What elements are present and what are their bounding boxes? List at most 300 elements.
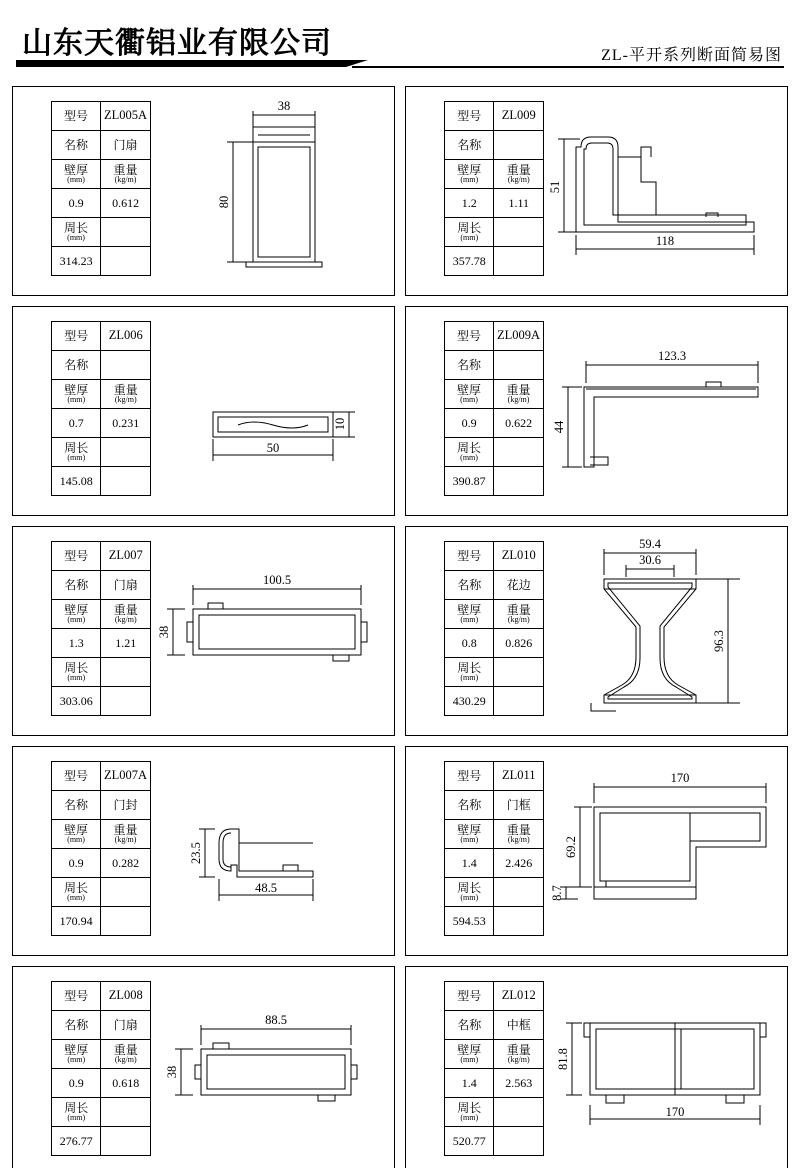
spacer-cell (101, 1127, 151, 1156)
value-perimeter: 303.06 (52, 687, 101, 716)
value-perimeter: 430.29 (445, 687, 494, 716)
label-model: 型号 (445, 102, 494, 131)
label-weight-text: 重量 (113, 602, 138, 617)
label-perimeter-text: 周长 (457, 440, 482, 455)
table-row (52, 102, 151, 131)
value-model: ZL006 (101, 322, 151, 351)
profile-drawing-zl009a (546, 307, 787, 515)
company-title: 山东天衢铝业有限公司 (22, 27, 332, 60)
dim-label: 10 (333, 417, 347, 431)
header-divider-thick (16, 60, 346, 67)
label-model: 型号 (52, 102, 101, 131)
label-weight (494, 600, 544, 629)
label-perimeter-unit: (mm) (67, 673, 86, 683)
value-wall: 0.9 (52, 849, 101, 878)
dim-label: 59.4 (639, 537, 661, 551)
label-perimeter-text: 周长 (64, 440, 89, 455)
value-wall: 0.9 (52, 189, 101, 218)
table-row (445, 1040, 544, 1069)
dim-label: 81.8 (556, 1048, 570, 1070)
spacer-cell (101, 467, 151, 496)
table-row (445, 687, 544, 716)
label-weight (494, 1040, 544, 1069)
label-perimeter (445, 1098, 494, 1127)
table-row (52, 1069, 151, 1098)
label-wall-unit: (mm) (67, 395, 86, 405)
table-row (445, 878, 544, 907)
table-row (445, 102, 544, 131)
label-perimeter (445, 438, 494, 467)
profile-cell-zl010 (405, 526, 788, 736)
table-row (52, 409, 151, 438)
table-row (445, 907, 544, 936)
label-weight (101, 1040, 151, 1069)
table-row (52, 542, 151, 571)
value-perimeter: 594.53 (445, 907, 494, 936)
value-wall: 0.9 (52, 1069, 101, 1098)
label-weight-unit: (kg/m) (507, 1055, 530, 1065)
value-perimeter: 357.78 (445, 247, 494, 276)
value-perimeter: 390.87 (445, 467, 494, 496)
label-perimeter (52, 878, 101, 907)
label-perimeter-text: 周长 (64, 660, 89, 675)
spacer-cell (494, 247, 544, 276)
value-name: 门扇 (101, 1011, 151, 1040)
table-row (52, 131, 151, 160)
label-weight (101, 160, 151, 189)
label-name: 名称 (52, 571, 101, 600)
value-name: 门扇 (101, 131, 151, 160)
grid-row (12, 86, 788, 296)
value-perimeter: 145.08 (52, 467, 101, 496)
label-wall-unit: (mm) (460, 615, 479, 625)
label-weight-unit: (kg/m) (114, 175, 137, 185)
profile-cell-zl009 (405, 86, 788, 296)
value-name: 门封 (101, 791, 151, 820)
label-weight-unit: (kg/m) (507, 175, 530, 185)
spacer-cell (101, 218, 151, 247)
label-model: 型号 (445, 762, 494, 791)
label-name: 名称 (445, 351, 494, 380)
grid-row (12, 746, 788, 956)
label-wall-text: 壁厚 (64, 602, 89, 617)
profile-cell-zl012 (405, 966, 788, 1168)
label-perimeter-unit: (mm) (67, 233, 85, 243)
label-weight (494, 820, 544, 849)
label-perimeter (445, 878, 494, 907)
table-row (445, 351, 544, 380)
label-wall (52, 1040, 101, 1069)
grid-row (12, 526, 788, 736)
value-wall: 1.4 (445, 1069, 494, 1098)
label-wall (445, 600, 494, 629)
value-name (494, 351, 544, 380)
table-row (52, 467, 151, 496)
profile-cell-zl009a (405, 306, 788, 516)
table-row (445, 247, 544, 276)
table-row (52, 1098, 151, 1127)
table-row (52, 322, 151, 351)
value-weight: 2.563 (494, 1069, 544, 1098)
value-weight: 0.282 (101, 849, 151, 878)
label-weight-text: 重量 (113, 382, 138, 397)
table-row (52, 849, 151, 878)
table-row (445, 571, 544, 600)
label-name: 名称 (52, 791, 101, 820)
table-row (445, 438, 544, 467)
dim-label: 96.3 (712, 630, 726, 652)
table-row (445, 1098, 544, 1127)
table-row (445, 820, 544, 849)
table-row (445, 762, 544, 791)
profile-cell-zl007 (12, 526, 395, 736)
table-row (52, 247, 151, 276)
value-wall: 1.3 (52, 629, 101, 658)
page-header (0, 0, 800, 78)
spacer-cell (494, 218, 544, 247)
value-weight: 0.231 (101, 409, 151, 438)
spec-table (444, 101, 544, 276)
table-row (52, 351, 151, 380)
spacer-cell (494, 1098, 544, 1127)
value-name: 门框 (494, 791, 544, 820)
label-wall-text: 壁厚 (457, 162, 482, 177)
table-row (52, 1011, 151, 1040)
label-perimeter-unit: (mm) (67, 1113, 86, 1123)
table-row (445, 658, 544, 687)
value-perimeter: 520.77 (445, 1127, 494, 1156)
label-perimeter-text: 周长 (64, 1100, 89, 1115)
table-row (52, 380, 151, 409)
label-wall-text: 壁厚 (457, 1042, 482, 1057)
value-weight: 1.21 (101, 629, 151, 658)
label-perimeter (445, 218, 494, 247)
spacer-cell (494, 878, 544, 907)
spacer-cell (494, 687, 544, 716)
dim-label: 80 (217, 195, 231, 209)
label-wall-unit: (mm) (67, 1055, 86, 1065)
label-wall (52, 380, 101, 409)
dim-label: 38 (277, 99, 291, 113)
spacer-cell (494, 467, 544, 496)
label-wall-unit: (mm) (67, 175, 85, 185)
grid-row (12, 306, 788, 516)
profile-cell-zl008 (12, 966, 395, 1168)
label-name: 名称 (52, 131, 101, 160)
label-wall (52, 160, 101, 189)
table-row (445, 409, 544, 438)
dim-label: 118 (655, 234, 675, 248)
table-row (52, 878, 151, 907)
spec-table (51, 981, 151, 1156)
profile-grid (12, 86, 788, 1168)
table-row (445, 982, 544, 1011)
spacer-cell (494, 658, 544, 687)
table-row (445, 160, 544, 189)
dim-label: 50 (266, 441, 280, 455)
label-name: 名称 (445, 791, 494, 820)
profile-drawing-zl005a (153, 87, 394, 295)
table-row (445, 600, 544, 629)
table-row (445, 1011, 544, 1040)
label-perimeter (52, 658, 101, 687)
value-name: 花边 (494, 571, 544, 600)
dim-label: 8.7 (550, 885, 564, 901)
label-name: 名称 (52, 351, 101, 380)
label-weight-unit: (kg/m) (114, 1055, 137, 1065)
label-weight (494, 160, 544, 189)
label-wall-text: 壁厚 (457, 602, 482, 617)
spec-table (51, 761, 151, 936)
table-row (52, 907, 151, 936)
header-divider-thin (352, 66, 784, 68)
label-weight (101, 820, 151, 849)
table-row (445, 849, 544, 878)
dim-label: 51 (548, 180, 562, 194)
value-wall: 1.4 (445, 849, 494, 878)
table-row (52, 600, 151, 629)
value-perimeter: 276.77 (52, 1127, 101, 1156)
table-row (445, 218, 544, 247)
spec-table (444, 761, 544, 936)
profile-drawing-zl007 (153, 527, 394, 735)
label-wall-text: 壁厚 (64, 822, 89, 837)
spacer-cell (494, 438, 544, 467)
label-wall (445, 160, 494, 189)
dim-label: 23.5 (189, 842, 203, 864)
label-perimeter (52, 1098, 101, 1127)
spacer-cell (101, 658, 151, 687)
label-weight-unit: (kg/m) (114, 835, 137, 845)
label-wall (52, 820, 101, 849)
label-weight-text: 重量 (113, 1042, 138, 1057)
value-weight: 0.618 (101, 1069, 151, 1098)
label-perimeter-text: 周长 (64, 220, 89, 235)
label-weight-text: 重量 (506, 822, 531, 837)
value-model: ZL007A (101, 762, 151, 791)
label-wall-unit: (mm) (460, 1055, 479, 1065)
value-weight: 0.622 (494, 409, 544, 438)
profile-drawing-zl006 (153, 307, 394, 515)
spacer-cell (494, 1127, 544, 1156)
table-row (445, 131, 544, 160)
value-perimeter: 170.94 (52, 907, 101, 936)
label-perimeter (52, 438, 101, 467)
value-model: ZL007 (101, 542, 151, 571)
label-wall-text: 壁厚 (64, 1042, 89, 1057)
profile-cell-zl011 (405, 746, 788, 956)
label-weight-unit: (kg/m) (507, 835, 530, 845)
value-name: 门扇 (101, 571, 151, 600)
value-model: ZL012 (494, 982, 544, 1011)
value-model: ZL008 (101, 982, 151, 1011)
value-wall: 0.8 (445, 629, 494, 658)
value-model: ZL009 (494, 102, 544, 131)
label-model: 型号 (445, 322, 494, 351)
label-wall-text: 壁厚 (457, 822, 482, 837)
label-perimeter (52, 218, 101, 247)
spec-table (444, 981, 544, 1156)
label-wall (52, 600, 101, 629)
label-perimeter (445, 658, 494, 687)
dim-label: 170 (670, 771, 690, 785)
table-row (445, 791, 544, 820)
value-name (101, 351, 151, 380)
dim-label: 123.3 (657, 349, 687, 363)
table-row (52, 218, 151, 247)
label-model: 型号 (52, 762, 101, 791)
spacer-cell (101, 907, 151, 936)
table-row (52, 629, 151, 658)
dim-label: 100.5 (262, 573, 292, 587)
label-name: 名称 (445, 1011, 494, 1040)
table-row (52, 189, 151, 218)
value-weight: 1.11 (494, 189, 544, 218)
label-weight-unit: (kg/m) (114, 395, 137, 405)
value-wall: 1.2 (445, 189, 494, 218)
spec-table (444, 321, 544, 496)
spec-table (51, 101, 151, 276)
label-wall (445, 1040, 494, 1069)
table-row (52, 438, 151, 467)
label-wall (445, 380, 494, 409)
label-model: 型号 (445, 542, 494, 571)
spacer-cell (101, 878, 151, 907)
table-row (52, 791, 151, 820)
label-perimeter-unit: (mm) (460, 1113, 479, 1123)
value-model: ZL009A (494, 322, 544, 351)
label-wall-unit: (mm) (460, 175, 479, 185)
label-perimeter-unit: (mm) (67, 893, 85, 903)
label-perimeter-text: 周长 (457, 220, 482, 235)
table-row (445, 629, 544, 658)
label-weight-unit: (kg/m) (507, 395, 530, 405)
label-weight (101, 600, 151, 629)
table-row (445, 1069, 544, 1098)
spacer-cell (101, 1098, 151, 1127)
value-name: 中框 (494, 1011, 544, 1040)
label-perimeter-unit: (mm) (67, 453, 86, 463)
table-row (52, 658, 151, 687)
label-wall-unit: (mm) (460, 835, 479, 845)
label-perimeter-text: 周长 (457, 660, 482, 675)
table-row (445, 189, 544, 218)
profile-cell-zl006 (12, 306, 395, 516)
table-row (445, 1127, 544, 1156)
dim-label: 88.5 (265, 1013, 287, 1027)
spec-table (51, 541, 151, 716)
label-name: 名称 (445, 131, 494, 160)
value-weight: 0.826 (494, 629, 544, 658)
label-perimeter-text: 周长 (457, 880, 482, 895)
label-perimeter-text: 周长 (457, 1100, 482, 1115)
profile-drawing-zl011 (546, 747, 787, 955)
value-wall: 0.7 (52, 409, 101, 438)
spacer-cell (494, 907, 544, 936)
profile-cell-zl007a (12, 746, 395, 956)
table-row (445, 380, 544, 409)
label-weight-text: 重量 (113, 162, 138, 177)
label-wall (445, 820, 494, 849)
table-row (52, 762, 151, 791)
table-row (445, 322, 544, 351)
label-wall-unit: (mm) (460, 395, 478, 405)
label-name: 名称 (52, 1011, 101, 1040)
label-weight (101, 380, 151, 409)
label-weight-text: 重量 (113, 822, 138, 837)
profile-drawing-zl007a (153, 747, 394, 955)
table-row (52, 1127, 151, 1156)
table-row (52, 571, 151, 600)
dim-label: 170 (665, 1105, 685, 1119)
label-name: 名称 (445, 571, 494, 600)
profile-cell-zl005a (12, 86, 395, 296)
label-weight-text: 重量 (506, 382, 531, 397)
label-wall-text: 壁厚 (457, 382, 482, 397)
table-row (52, 687, 151, 716)
label-model: 型号 (52, 982, 101, 1011)
label-wall-text: 壁厚 (64, 382, 89, 397)
label-weight-text: 重量 (506, 162, 531, 177)
label-wall-unit: (mm) (67, 615, 86, 625)
profile-drawing-zl008 (153, 967, 394, 1168)
label-perimeter-unit: (mm) (460, 453, 478, 463)
label-model: 型号 (445, 982, 494, 1011)
table-row (52, 1040, 151, 1069)
spacer-cell (101, 247, 151, 276)
label-perimeter-unit: (mm) (460, 233, 479, 243)
value-weight: 0.612 (101, 189, 151, 218)
profile-drawing-zl012 (546, 967, 787, 1168)
label-model: 型号 (52, 322, 101, 351)
table-row (52, 820, 151, 849)
label-weight-text: 重量 (506, 602, 531, 617)
label-perimeter-unit: (mm) (460, 893, 479, 903)
label-weight (494, 380, 544, 409)
label-weight-text: 重量 (506, 1042, 531, 1057)
value-perimeter: 314.23 (52, 247, 101, 276)
label-perimeter-text: 周长 (64, 880, 89, 895)
table-row (52, 982, 151, 1011)
value-model: ZL010 (494, 542, 544, 571)
label-wall-unit: (mm) (67, 835, 85, 845)
spec-table (444, 541, 544, 716)
value-model: ZL011 (494, 762, 544, 791)
series-title: ZL-平开系列断面简易图 (601, 47, 782, 64)
dim-label: 69.2 (564, 836, 578, 858)
dim-label: 38 (165, 1065, 179, 1079)
value-name (494, 131, 544, 160)
grid-row (12, 966, 788, 1168)
value-weight: 2.426 (494, 849, 544, 878)
dim-label: 48.5 (255, 881, 277, 895)
dim-label: 30.6 (639, 553, 661, 567)
profile-drawing-zl009 (546, 87, 787, 295)
spacer-cell (101, 438, 151, 467)
label-model: 型号 (52, 542, 101, 571)
value-model: ZL005A (101, 102, 151, 131)
profile-drawing-zl010 (546, 527, 787, 735)
table-row (52, 160, 151, 189)
value-wall: 0.9 (445, 409, 494, 438)
table-row (445, 467, 544, 496)
label-weight-unit: (kg/m) (507, 615, 530, 625)
spacer-cell (101, 687, 151, 716)
dim-label: 44 (552, 420, 566, 434)
dim-label: 38 (157, 625, 171, 639)
label-wall-text: 壁厚 (64, 162, 89, 177)
spec-table (51, 321, 151, 496)
